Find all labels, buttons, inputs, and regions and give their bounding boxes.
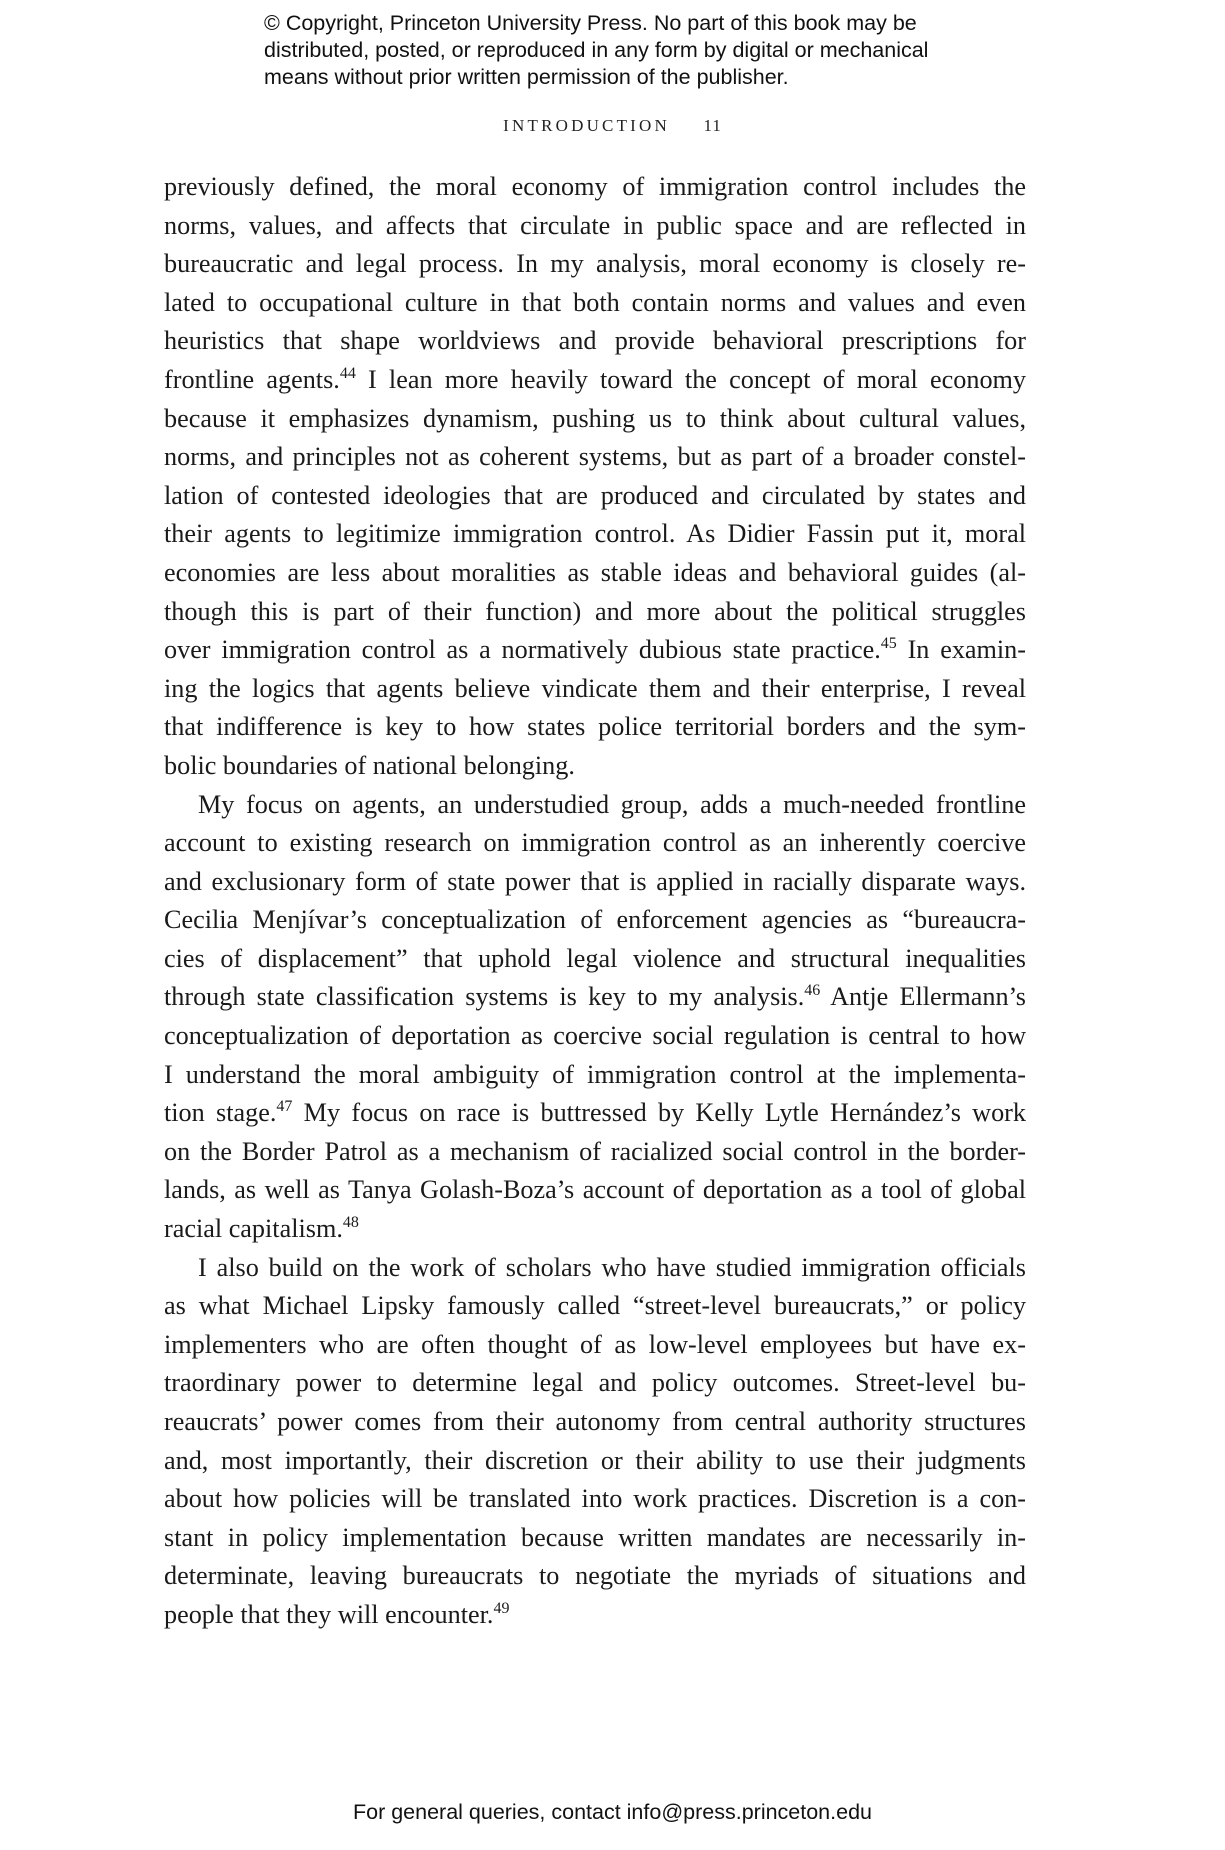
line-text: determinate, leaving bureaucrats to negotiate the myriads of situations and	[164, 1561, 1026, 1591]
text-line	[164, 1364, 1026, 1403]
text-line	[164, 322, 1026, 361]
paragraph	[164, 786, 1026, 1249]
text-line	[164, 1442, 1026, 1481]
line-text: through state classification systems is key to my analysis.	[164, 982, 805, 1012]
text-line	[164, 1056, 1026, 1095]
footnote-reference[interactable]: 44	[339, 364, 356, 382]
line-text: that indifference is key to how states police territorial borders and the sym-	[164, 712, 1026, 742]
line-text: racial capitalism.	[164, 1214, 343, 1244]
line-text-continued: I lean more heavily toward the concept of moral economy	[355, 364, 1027, 394]
text-line	[164, 284, 1026, 323]
paragraph	[164, 168, 1026, 786]
text-line	[164, 940, 1026, 979]
line-text: Cecilia Menjívar’s conceptualization of enforcement agencies as “bureaucra-	[164, 905, 1026, 935]
line-text: norms, and principles not as coherent systems, but as part of a broader constel-	[164, 442, 1026, 472]
text-line	[164, 1133, 1026, 1172]
text-line	[164, 1519, 1026, 1558]
line-text-continued: In examin-	[896, 635, 1026, 665]
line-text: cies of displacement” that uphold legal violence and structural inequalities	[164, 943, 1026, 973]
copyright-line: © Copyright, Princeton University Press. No part of this book may be	[264, 11, 917, 35]
line-text: economies are less about moralities as stable ideas and behavioral guides (al-	[164, 557, 1026, 587]
line-text: as what Michael Lipsky famously called “street-level bureaucrats,” or policy	[164, 1291, 1026, 1321]
footnote-reference[interactable]: 45	[880, 635, 897, 653]
line-text: though this is part of their function) and more about the political struggles	[164, 596, 1026, 626]
line-text: I also build on the work of scholars who have studied immigration officials	[198, 1252, 1026, 1282]
running-head-section: INTRODUCTION	[503, 116, 670, 135]
text-line	[164, 901, 1026, 940]
line-text: and exclusionary form of state power that is applied in racially disparate ways.	[164, 866, 1026, 896]
text-line	[164, 1210, 1026, 1249]
line-text: tion stage.	[164, 1098, 277, 1128]
running-head	[0, 116, 1225, 136]
text-line	[164, 1326, 1026, 1365]
line-text-continued: Antje Ellermann’s	[820, 982, 1026, 1012]
text-line	[164, 1249, 1026, 1288]
text-line	[164, 477, 1026, 516]
text-line	[164, 631, 1026, 670]
copyright-notice	[264, 10, 1004, 91]
footer-contact: For general queries, contact info@press.princeton.edu	[352, 1800, 872, 1824]
line-text: account to existing research on immigration control as an inherently coercive	[164, 828, 1026, 858]
line-text: heuristics that shape worldviews and provide behavioral prescriptions for	[164, 326, 1026, 356]
line-text: conceptualization of deportation as coercive social regulation is central to how	[164, 1021, 1026, 1051]
footnote-reference[interactable]: 49	[493, 1599, 510, 1617]
line-text: bureaucratic and legal process. In my analysis, moral economy is closely re-	[164, 249, 1026, 279]
text-line	[164, 670, 1026, 709]
line-text: about how policies will be translated into work practices. Discretion is a con-	[164, 1484, 1026, 1514]
text-line	[164, 1403, 1026, 1442]
footnote-reference[interactable]: 48	[342, 1214, 359, 1232]
line-text: bolic boundaries of national belonging.	[164, 750, 575, 780]
text-line	[164, 554, 1026, 593]
text-line	[164, 1480, 1026, 1519]
text-line	[164, 1017, 1026, 1056]
text-line	[164, 593, 1026, 632]
line-text: My focus on agents, an understudied group, adds a much-needed frontline	[198, 789, 1026, 819]
text-line	[164, 708, 1026, 747]
footnote-reference[interactable]: 47	[276, 1098, 293, 1116]
line-text: their agents to legitimize immigration control. As Didier Fassin put it, moral	[164, 519, 1026, 549]
line-text: people that they will encounter.	[164, 1599, 494, 1629]
body-text	[164, 168, 1026, 1635]
line-text: lated to occupational culture in that both contain norms and values and even	[164, 287, 1026, 317]
text-line	[164, 1557, 1026, 1596]
line-text: on the Border Patrol as a mechanism of racialized social control in the border-	[164, 1136, 1026, 1166]
text-line	[164, 824, 1026, 863]
line-text: lation of contested ideologies that are produced and circulated by states and	[164, 480, 1026, 510]
line-text: previously defined, the moral economy of immigration control includes the	[164, 172, 1026, 201]
text-line	[164, 400, 1026, 439]
copyright-line: means without prior written permission of the publisher.	[264, 65, 789, 89]
line-text: over immigration control as a normatively dubious state practice.	[164, 635, 881, 665]
text-line	[164, 747, 1026, 786]
text-line	[164, 1596, 1026, 1635]
text-line	[164, 786, 1026, 825]
line-text: ing the logics that agents believe vindicate them and their enterprise, I reveal	[164, 673, 1026, 703]
text-line	[164, 245, 1026, 284]
text-line	[164, 168, 1026, 207]
line-text: frontline agents.	[164, 364, 340, 394]
text-line	[164, 438, 1026, 477]
text-line	[164, 978, 1026, 1017]
line-text: reaucrats’ power comes from their autonomy from central authority structures	[164, 1407, 1026, 1436]
text-line	[164, 1287, 1026, 1326]
text-line	[164, 361, 1026, 400]
line-text: traordinary power to determine legal and policy outcomes. Street-level bu-	[164, 1368, 1026, 1398]
line-text: implementers who are often thought of as low-level employees but have ex-	[164, 1329, 1026, 1359]
text-line	[164, 207, 1026, 246]
line-text: I understand the moral ambiguity of immigration control at the implementa-	[164, 1059, 1026, 1089]
line-text-continued: My focus on race is buttressed by Kelly Lytle Hernández’s work	[292, 1098, 1026, 1128]
line-text: norms, values, and affects that circulate in public space and are reflected in	[164, 210, 1026, 240]
text-line	[164, 1094, 1026, 1133]
line-text: stant in policy implementation because written mandates are necessarily in-	[164, 1522, 1026, 1552]
line-text: because it emphasizes dynamism, pushing us to think about cultural values,	[164, 403, 1026, 433]
line-text: and, most importantly, their discretion or their ability to use their judgments	[164, 1445, 1026, 1475]
text-line	[164, 515, 1026, 554]
line-text: lands, as well as Tanya Golash-Boza’s account of deportation as a tool of global	[164, 1175, 1026, 1205]
text-line	[164, 863, 1026, 902]
copyright-line: distributed, posted, or reproduced in any form by digital or mechanical	[264, 38, 929, 62]
paragraph	[164, 1249, 1026, 1635]
page-number: 11	[703, 116, 722, 135]
footnote-reference[interactable]: 46	[804, 982, 821, 1000]
text-line	[164, 1171, 1026, 1210]
